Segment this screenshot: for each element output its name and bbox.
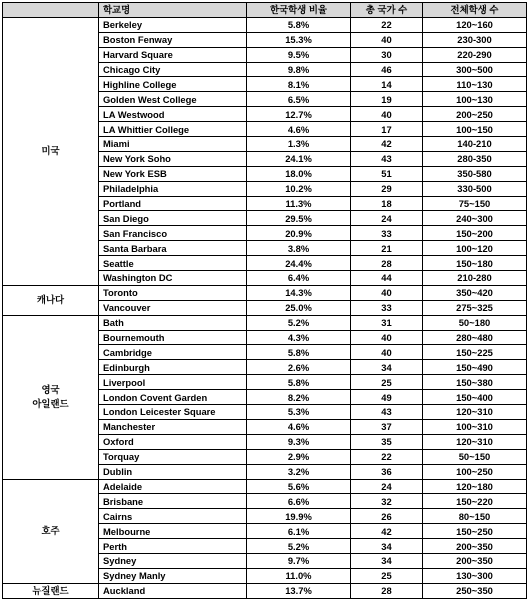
countries-cell: 40 [351,32,423,47]
school-name-cell: Harvard Square [99,47,247,62]
countries-cell: 43 [351,151,423,166]
total-students-cell: 150~180 [423,256,527,271]
school-name-cell: Washington DC [99,271,247,286]
school-name-cell: Miami [99,137,247,152]
countries-cell: 35 [351,434,423,449]
table-body [3,17,527,598]
korean-ratio-cell: 8.1% [247,77,351,92]
countries-cell: 14 [351,77,423,92]
total-students-cell: 275~325 [423,300,527,315]
total-students-cell: 210-280 [423,271,527,286]
region-label: 호주 [41,525,60,537]
total-students-cell: 150~490 [423,360,527,375]
total-students-cell: 50~180 [423,315,527,330]
countries-cell: 29 [351,181,423,196]
total-students-cell: 200~250 [423,107,527,122]
total-students-cell: 80~150 [423,509,527,524]
school-name-cell: Adelaide [99,479,247,494]
school-name-cell: Manchester [99,419,247,434]
total-students-cell: 50~150 [423,449,527,464]
school-name-cell: San Diego [99,211,247,226]
korean-ratio-cell: 5.8% [247,17,351,32]
school-name-cell: New York Soho [99,151,247,166]
header-korean-ratio: 한국학생 비율 [247,3,351,18]
school-name-cell: Sydney [99,553,247,568]
school-name-cell: Boston Fenway [99,32,247,47]
region-cell [3,17,99,285]
total-students-cell: 100~310 [423,419,527,434]
total-students-cell: 280~480 [423,330,527,345]
total-students-cell: 75~150 [423,196,527,211]
korean-ratio-cell: 9.7% [247,553,351,568]
school-name-cell: Perth [99,539,247,554]
countries-cell: 36 [351,464,423,479]
countries-cell: 33 [351,226,423,241]
countries-cell: 46 [351,62,423,77]
school-name-cell: Cambridge [99,345,247,360]
countries-cell: 42 [351,137,423,152]
table-row [3,479,527,494]
korean-ratio-cell: 5.8% [247,375,351,390]
header-region [3,3,99,18]
total-students-cell: 120~180 [423,479,527,494]
total-students-cell: 120~310 [423,434,527,449]
region-label: 아일랜드 [32,398,69,410]
countries-cell: 19 [351,92,423,107]
total-students-cell: 100~150 [423,122,527,137]
korean-ratio-cell: 5.2% [247,315,351,330]
korean-ratio-cell: 5.6% [247,479,351,494]
countries-cell: 25 [351,568,423,583]
school-name-cell: Vancouver [99,300,247,315]
school-name-cell: Toronto [99,285,247,300]
school-name-cell: Santa Barbara [99,241,247,256]
total-students-cell: 140-210 [423,137,527,152]
school-name-cell: Cairns [99,509,247,524]
school-name-cell: Bournemouth [99,330,247,345]
total-students-cell: 150~380 [423,375,527,390]
school-name-cell: Dublin [99,464,247,479]
countries-cell: 32 [351,494,423,509]
korean-ratio-cell: 6.1% [247,524,351,539]
countries-cell: 37 [351,419,423,434]
total-students-cell: 280-350 [423,151,527,166]
korean-ratio-cell: 6.5% [247,92,351,107]
school-table-container [2,2,527,599]
korean-ratio-cell: 2.9% [247,449,351,464]
total-students-cell: 120~160 [423,17,527,32]
korean-ratio-cell: 24.1% [247,151,351,166]
school-name-cell: Philadelphia [99,181,247,196]
total-students-cell: 120~310 [423,405,527,420]
countries-cell: 40 [351,330,423,345]
school-name-cell: Berkeley [99,17,247,32]
korean-ratio-cell: 24.4% [247,256,351,271]
korean-ratio-cell: 9.3% [247,434,351,449]
korean-ratio-cell: 9.8% [247,62,351,77]
school-name-cell: San Francisco [99,226,247,241]
region-label: 영국 [41,384,60,396]
countries-cell: 18 [351,196,423,211]
school-name-cell: Liverpool [99,375,247,390]
countries-cell: 43 [351,405,423,420]
region-label: 미국 [41,145,60,157]
school-name-cell: Torquay [99,449,247,464]
school-name-cell: LA Whittier College [99,122,247,137]
total-students-cell: 100~130 [423,92,527,107]
korean-ratio-cell: 4.3% [247,330,351,345]
countries-cell: 34 [351,360,423,375]
school-name-cell: Sydney Manly [99,568,247,583]
school-name-cell: Bath [99,315,247,330]
korean-ratio-cell: 25.0% [247,300,351,315]
countries-cell: 42 [351,524,423,539]
countries-cell: 33 [351,300,423,315]
korean-ratio-cell: 9.5% [247,47,351,62]
table-header [3,3,527,18]
korean-ratio-cell: 8.2% [247,390,351,405]
total-students-cell: 200~350 [423,539,527,554]
total-students-cell: 250~350 [423,583,527,598]
school-name-cell: Melbourne [99,524,247,539]
region-cell [3,479,99,583]
total-students-cell: 330-500 [423,181,527,196]
total-students-cell: 150~225 [423,345,527,360]
korean-ratio-cell: 19.9% [247,509,351,524]
total-students-cell: 100~250 [423,464,527,479]
countries-cell: 26 [351,509,423,524]
countries-cell: 34 [351,553,423,568]
countries-cell: 28 [351,256,423,271]
header-row [3,3,527,18]
korean-ratio-cell: 11.0% [247,568,351,583]
countries-cell: 44 [351,271,423,286]
korean-ratio-cell: 20.9% [247,226,351,241]
countries-cell: 22 [351,17,423,32]
countries-cell: 31 [351,315,423,330]
korean-ratio-cell: 12.7% [247,107,351,122]
school-name-cell: Chicago City [99,62,247,77]
countries-cell: 49 [351,390,423,405]
total-students-cell: 100~120 [423,241,527,256]
school-name-cell: Highline College [99,77,247,92]
korean-ratio-cell: 5.3% [247,405,351,420]
total-students-cell: 110~130 [423,77,527,92]
total-students-cell: 350~420 [423,285,527,300]
header-school: 학교명 [99,3,247,18]
total-students-cell: 150~400 [423,390,527,405]
korean-ratio-cell: 5.2% [247,539,351,554]
table-row [3,285,527,300]
countries-cell: 25 [351,375,423,390]
countries-cell: 34 [351,539,423,554]
countries-cell: 51 [351,166,423,181]
table-row [3,17,527,32]
total-students-cell: 230-300 [423,32,527,47]
korean-ratio-cell: 5.8% [247,345,351,360]
school-name-cell: Golden West College [99,92,247,107]
korean-ratio-cell: 18.0% [247,166,351,181]
korean-ratio-cell: 1.3% [247,137,351,152]
school-name-cell: New York ESB [99,166,247,181]
countries-cell: 24 [351,211,423,226]
school-table [2,2,527,599]
school-name-cell: Brisbane [99,494,247,509]
countries-cell: 28 [351,583,423,598]
countries-cell: 30 [351,47,423,62]
korean-ratio-cell: 2.6% [247,360,351,375]
header-countries: 총 국가 수 [351,3,423,18]
total-students-cell: 240~300 [423,211,527,226]
region-cell [3,315,99,479]
total-students-cell: 200~350 [423,553,527,568]
region-label: 뉴질랜드 [32,584,69,596]
korean-ratio-cell: 11.3% [247,196,351,211]
korean-ratio-cell: 4.6% [247,122,351,137]
header-total-students: 전체학생 수 [423,3,527,18]
countries-cell: 40 [351,285,423,300]
region-cell [3,285,99,315]
school-name-cell: Portland [99,196,247,211]
korean-ratio-cell: 3.8% [247,241,351,256]
table-row [3,315,527,330]
school-name-cell: Seattle [99,256,247,271]
total-students-cell: 150~250 [423,524,527,539]
table-row [3,583,527,598]
korean-ratio-cell: 3.2% [247,464,351,479]
countries-cell: 24 [351,479,423,494]
countries-cell: 40 [351,107,423,122]
school-name-cell: LA Westwood [99,107,247,122]
countries-cell: 40 [351,345,423,360]
korean-ratio-cell: 15.3% [247,32,351,47]
school-name-cell: London Leicester Square [99,405,247,420]
countries-cell: 17 [351,122,423,137]
school-name-cell: Oxford [99,434,247,449]
korean-ratio-cell: 13.7% [247,583,351,598]
korean-ratio-cell: 6.6% [247,494,351,509]
region-label: 캐나다 [36,294,65,306]
korean-ratio-cell: 29.5% [247,211,351,226]
region-cell [3,583,99,598]
school-name-cell: Edinburgh [99,360,247,375]
total-students-cell: 350-580 [423,166,527,181]
korean-ratio-cell: 6.4% [247,271,351,286]
school-name-cell: London Covent Garden [99,390,247,405]
total-students-cell: 150~200 [423,226,527,241]
countries-cell: 22 [351,449,423,464]
korean-ratio-cell: 4.6% [247,419,351,434]
total-students-cell: 300~500 [423,62,527,77]
korean-ratio-cell: 10.2% [247,181,351,196]
countries-cell: 21 [351,241,423,256]
total-students-cell: 130~300 [423,568,527,583]
total-students-cell: 220-290 [423,47,527,62]
korean-ratio-cell: 14.3% [247,285,351,300]
school-name-cell: Auckland [99,583,247,598]
total-students-cell: 150~220 [423,494,527,509]
